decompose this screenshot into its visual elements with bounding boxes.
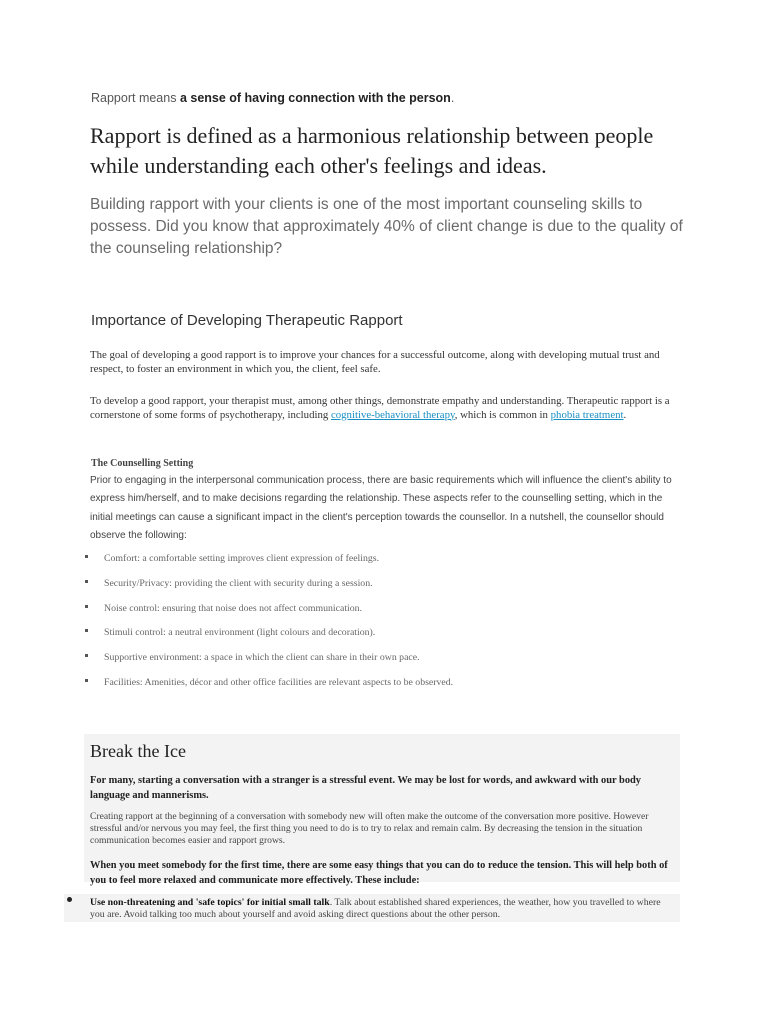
list-item bbox=[85, 652, 685, 677]
list-item-text: Supportive environment: a space in which the client can share in their own pace. bbox=[104, 652, 420, 664]
list-item bbox=[85, 627, 685, 652]
develop-text-start: To develop a good rapport, your therapist must, among other things, demonstrate empathy and understanding. Therapeutic rapport is a cornerstone of some forms of psychotherapy, including bbox=[90, 395, 670, 421]
develop-paragraph bbox=[90, 395, 672, 422]
rapport-definition: Rapport is defined as a harmonious relationship between people while understanding each other's feelings and ideas. bbox=[90, 123, 654, 178]
tip-bold: Use non-threatening and 'safe topics' for initial small talk bbox=[90, 897, 330, 908]
list-item bbox=[85, 578, 685, 603]
develop-text-end: . bbox=[623, 408, 627, 421]
setting-requirements-list bbox=[85, 553, 685, 702]
square-bullet-icon bbox=[85, 580, 88, 583]
intro-prefix: Rapport means bbox=[91, 91, 180, 105]
break-the-ice-title: Break the Ice bbox=[90, 741, 186, 761]
counselling-setting-title: The Counselling Setting bbox=[91, 458, 194, 469]
break-the-ice-followup: When you meet somebody for the first time, there are some easy things that you can do to reduce the tension. This will help both of you to feel more relaxed and communicate more effectively. These include: bbox=[90, 860, 668, 886]
intro-emphasis: a sense of having connection with the person bbox=[179, 91, 451, 105]
lead-paragraph: Building rapport with your clients is one of the most important counseling skills to possess. Did you know that approximately 40% of client change is due to the quality of the counseling relationship? bbox=[90, 196, 683, 257]
round-bullet-icon bbox=[67, 897, 72, 902]
develop-text-middle: , which is common in bbox=[454, 408, 551, 421]
intro-line bbox=[91, 91, 691, 105]
list-item-text: Comfort: a comfortable setting improves client expression of feelings. bbox=[104, 553, 380, 564]
list-item bbox=[85, 553, 685, 578]
list-item bbox=[85, 603, 685, 628]
tip-rest: . Talk about established shared experiences, the weather, how you travelled to where you are. Avoid talking too much about yourself and avoid asking direct questions about the other person. bbox=[90, 897, 661, 920]
square-bullet-icon bbox=[85, 679, 88, 682]
square-bullet-icon bbox=[85, 605, 88, 608]
importance-heading: Importance of Developing Therapeutic Rapport bbox=[91, 312, 403, 329]
list-item bbox=[85, 677, 685, 702]
tip-item bbox=[90, 897, 675, 921]
list-item-text: Security/Privacy: providing the client with security during a session. bbox=[104, 577, 373, 589]
break-the-ice-paragraph: Creating rapport at the beginning of a conversation with somebody new will often make the outcome of the conversation more positive. However stressful and/or nervous you may feel, the first thing you need to do is to try to relax and remain calm. By decreasing the tension in the situation communication becomes easier and rapport grows. bbox=[90, 811, 649, 847]
goal-paragraph: The goal of developing a good rapport is to improve your chances for a successful outcome, along with developing mutual trust and respect, to foster an environment in which you, the client, feel safe. bbox=[90, 349, 660, 375]
phobia-treatment-link[interactable]: phobia treatment bbox=[550, 408, 624, 421]
square-bullet-icon bbox=[85, 555, 88, 558]
break-the-ice-intro: For many, starting a conversation with a stranger is a stressful event. We may be lost for words, and awkward with our body language and mannerisms. bbox=[90, 775, 642, 801]
list-item-text: Noise control: ensuring that noise does not affect communication. bbox=[104, 602, 363, 614]
counselling-setting-text: Prior to engaging in the interpersonal communication process, there are basic requirements which will influence the client's ability to express him/herself, and to make decisions regarding the relationship. These aspects refer to the counselling setting, which in the initial meetings can cause a significant impact in the client's perception towards the counsellor. In a nutshell, the counsellor should observe the following: bbox=[90, 475, 672, 541]
list-item-text: Facilities: Amenities, décor and other office facilities are relevant aspects to be observed. bbox=[104, 676, 454, 688]
intro-suffix: . bbox=[450, 91, 455, 105]
square-bullet-icon bbox=[85, 629, 88, 632]
square-bullet-icon bbox=[85, 654, 88, 657]
list-item-text: Stimuli control: a neutral environment (light colours and decoration). bbox=[104, 627, 376, 639]
cbt-link[interactable]: cognitive-behavioral therapy bbox=[330, 408, 455, 421]
